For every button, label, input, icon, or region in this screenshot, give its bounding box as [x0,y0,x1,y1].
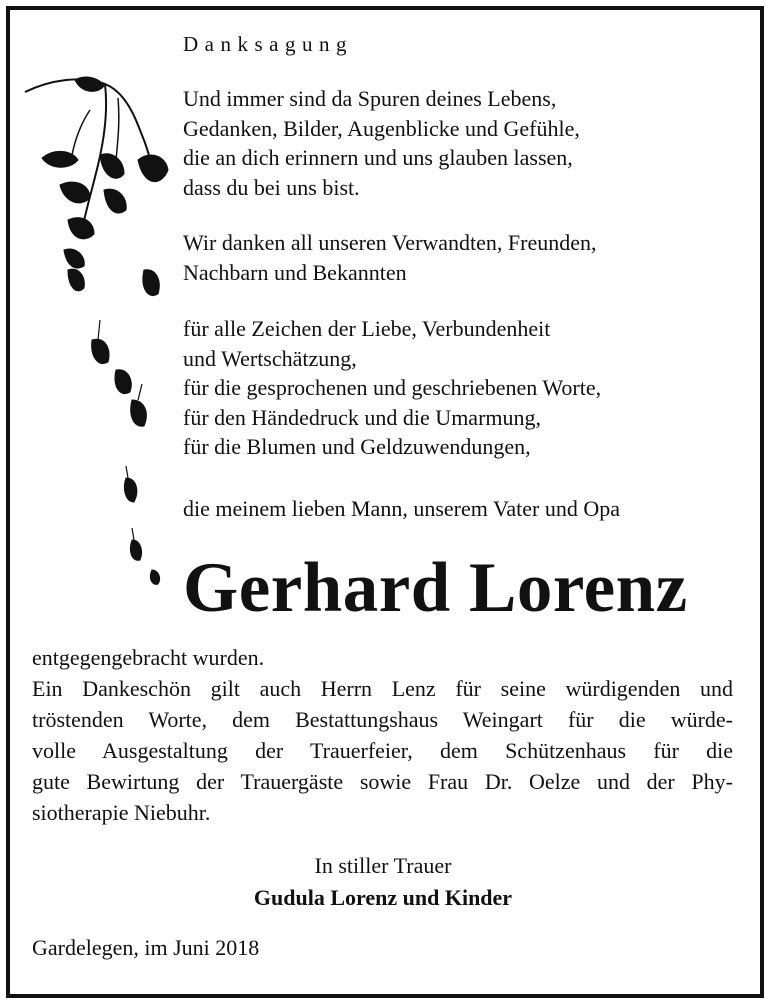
poem-line: die an dich erinnern und uns glauben lassen, [183,145,573,170]
notice-heading: Danksagung [183,32,353,56]
body-line: entgegengebracht wurden. [32,645,265,670]
reason-line: und Wertschätzung, [183,345,357,371]
body-line: tröstenden Worte, dem Bestattungshaus Weingart für die würde- [32,707,733,732]
body-line: Ein Dankeschön gilt auch Herrn Lenz für seine würdigenden und [32,676,733,701]
thanks-line: Nachbarn und Bekannten [183,259,407,285]
reason-line: für die Blumen und Geldzuwendungen, [183,434,531,459]
intro-name-line: die meinem lieben Mann, unserem Vater und Opa [183,496,621,521]
intro-name-block [183,494,620,524]
body-line: siotherapie Niebuhr. [32,800,211,825]
mourning-block [0,850,766,914]
body-line: gute Bewirtung der Trauergäste sowie Frau Dr. Oelze und der Phy- [32,769,733,794]
signers: Gudula Lorenz und Kinder [253,885,513,910]
mourning-text: In stiller Trauer [314,853,452,878]
deceased-name: Gerhard Lorenz [183,549,688,627]
falling-leaves-branch-icon [20,70,180,610]
body-line: volle Ausgestaltung der Trauerfeier, dem Schützenhaus für die [32,738,733,763]
thanks-line: Wir danken all unseren Verwandten, Freunden, [183,230,597,255]
poem-line: dass du bei uns bist. [183,174,360,200]
reasons-block [183,314,601,462]
reason-line: für den Händedruck und die Umarmung, [183,404,542,430]
body-paragraph [32,642,733,828]
place-date: Gardelegen, im Juni 2018 [32,935,260,960]
poem-line: Und immer sind da Spuren deines Lebens, [183,86,557,111]
reason-line: für die gesprochenen und geschriebenen Worte, [183,375,602,400]
poem [183,84,580,202]
thanks-block [183,228,597,287]
reason-line: für alle Zeichen der Liebe, Verbundenheit [183,316,551,341]
poem-line: Gedanken, Bilder, Augenblicke und Gefühle, [183,115,580,141]
